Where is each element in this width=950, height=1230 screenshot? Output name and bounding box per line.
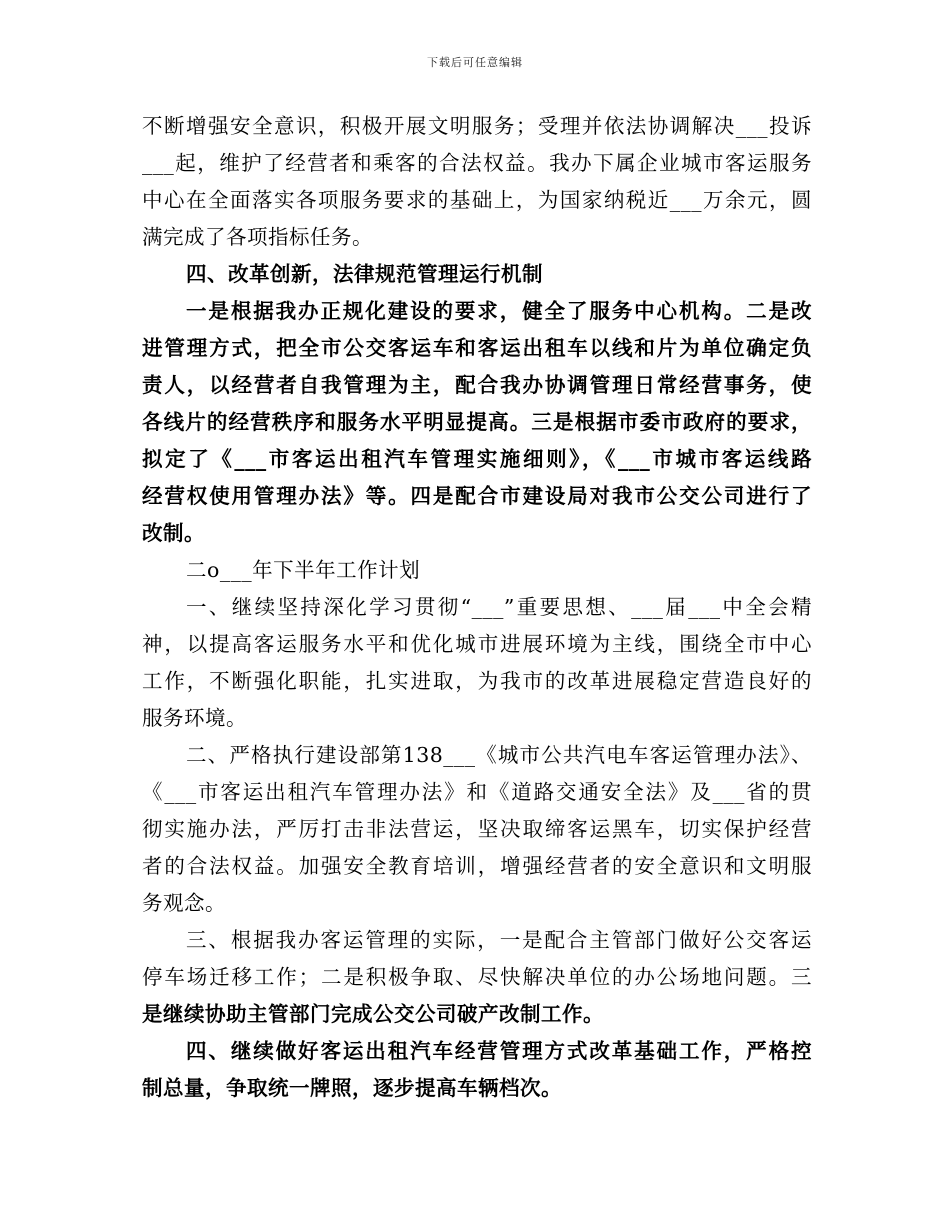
- text-line: 彻实施办法，严厉打击非法营运，坚决取缔客运黑车，切实保护经营: [142, 817, 812, 841]
- text-line: 一、继续坚持深化学习贯彻“___”重要思想、___届___中全会精: [186, 595, 812, 619]
- text-line: 四、继续做好客运出租汽车经营管理方式改革基础工作，严格控: [186, 1039, 812, 1063]
- text-line: 不断增强安全意识，积极开展文明服务；受理并依法协调解决___投诉: [142, 114, 812, 138]
- page-header-note: 下载后可任意编辑: [427, 56, 523, 69]
- text-line: 工作，不断强化职能，扎实进取，为我市的改革进展稳定营造良好的: [142, 669, 812, 693]
- text-line: 三、根据我办客运管理的实际，一是配合主管部门做好公交客运: [186, 928, 812, 952]
- text-line: 四、改革创新，法律规范管理运行机制: [186, 262, 543, 286]
- text-line: 二、严格执行建设部第138___《城市公共汽电车客运管理办法》、: [186, 743, 812, 767]
- text-line: 一是根据我办正规化建设的要求，健全了服务中心机构。二是改: [186, 299, 812, 323]
- text-line: 进管理方式，把全市公交客运车和客运出租车以线和片为单位确定负: [142, 336, 812, 360]
- text-line: 经营权使用管理办法》等。四是配合市建设局对我市公交公司进行了: [142, 484, 812, 508]
- document-body: [142, 108, 812, 1107]
- text-line: 停车场迁移工作；二是积极争取、尽快解决单位的办公场地问题。三: [142, 965, 812, 989]
- text-line: 者的合法权益。加强安全教育培训，增强经营者的安全意识和文明服: [142, 854, 812, 878]
- text-line: 是继续协助主管部门完成公交公司破产改制工作。: [142, 1002, 604, 1026]
- text-line: 改制。: [142, 521, 205, 545]
- text-line: 二o___年下半年工作计划: [186, 558, 421, 582]
- text-line: 满完成了各项指标任务。: [142, 225, 373, 249]
- text-line: 神，以提高客运服务水平和优化城市进展环境为主线，围绕全市中心: [142, 632, 812, 656]
- text-line: 中心在全面落实各项服务要求的基础上，为国家纳税近___万余元，圆: [142, 188, 812, 212]
- text-line: 拟定了《___市客运出租汽车管理实施细则》，《___市城市客运线路: [142, 447, 812, 471]
- text-line: 各线片的经营秩序和服务水平明显提高。三是根据市委市政府的要求，: [142, 410, 812, 434]
- text-line: 制总量，争取统一牌照，逐步提高车辆档次。: [142, 1076, 562, 1100]
- text-line: 责人，以经营者自我管理为主，配合我办协调管理日常经营事务，使: [142, 373, 812, 397]
- text-line: 务观念。: [142, 891, 226, 915]
- text-line: ___起，维护了经营者和乘客的合法权益。我办下属企业城市客运服务: [142, 151, 812, 175]
- text-line: 《___市客运出租汽车管理办法》和《道路交通安全法》及___省的贯: [142, 780, 812, 804]
- text-line: 服务环境。: [142, 706, 247, 730]
